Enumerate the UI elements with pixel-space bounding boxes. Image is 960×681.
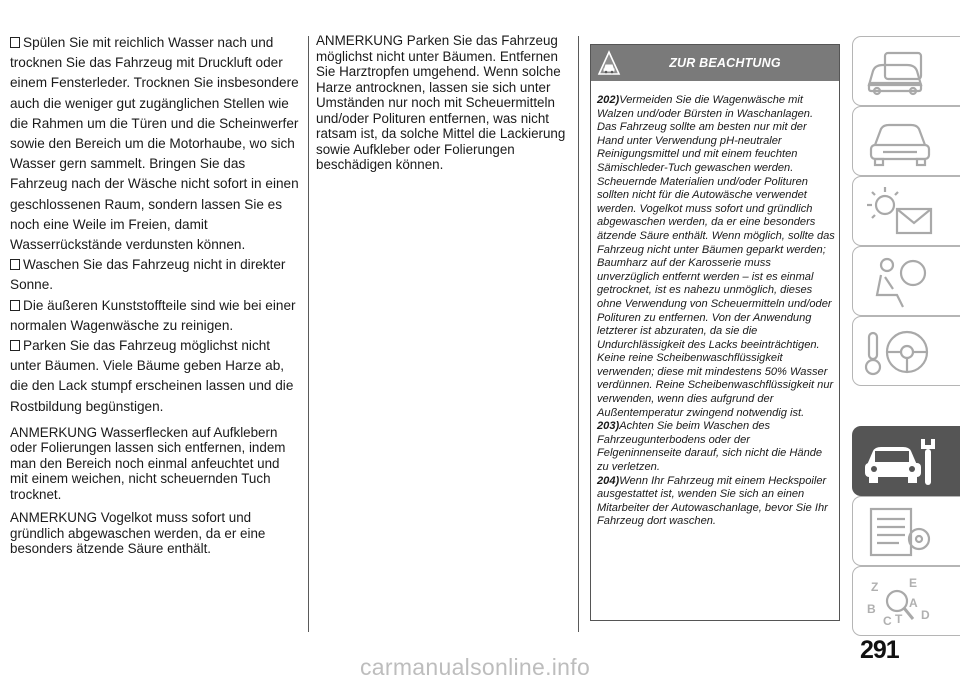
warning-header [591, 45, 839, 81]
warning-item: 204)Wenn Ihr Fahrzeug mit einem Heckspoiler ausgestattet ist, wenden Sie sich an einen Mitarbeiter der Autowaschanlage, bevor Sie Ihr Fahrzeug dort waschen. [597, 474, 828, 528]
bullet-paragraph: Waschen Sie das Fahrzeug nicht in direkter Sonne. [10, 257, 286, 293]
car-dashboard-icon [863, 45, 937, 99]
index-letter: A [909, 596, 918, 610]
note-paragraph: ANMERKUNG Vogelkot muss sofort und gründlich abgewaschen werden, da er eine besonders ätzende Säure enthält. [10, 510, 266, 557]
technical-data-list-icon [863, 505, 937, 559]
tab-warning-lights[interactable] [852, 176, 960, 246]
index-letter: D [921, 608, 930, 622]
tab-car-front[interactable] [852, 106, 960, 176]
tab-starting-driving[interactable] [852, 316, 960, 386]
column-divider [578, 36, 579, 632]
index-letter: E [909, 576, 918, 590]
car-wrench-icon [863, 435, 937, 489]
tab-index[interactable] [852, 566, 960, 636]
warning-panel [590, 44, 840, 621]
text-column-middle [316, 33, 566, 173]
warning-item: 203)Achten Sie beim Waschen des Fahrzeugunterbodens oder der Felgeninnenseite darauf, sich nicht die Hände zu verletzen. [597, 420, 823, 474]
warning-light-message-icon [863, 185, 937, 239]
alphabet-index-icon [863, 575, 937, 629]
tab-safety[interactable] [852, 246, 960, 316]
bullet-paragraph: Parken Sie das Fahrzeug möglichst nicht unter Bäumen. Viele Bäume geben Harze ab, die den Lack stumpf erscheinen lassen und die Rostbildung begünstigen. [10, 338, 294, 414]
watermark: carmanualsonline.info [360, 654, 591, 680]
text-column-left [10, 33, 300, 557]
bullet-square-icon [10, 37, 20, 48]
column-divider [308, 36, 309, 632]
index-letter: Z [871, 580, 879, 594]
index-letter: B [867, 602, 876, 616]
car-front-icon [863, 115, 937, 169]
bullet-paragraph: Spülen Sie mit reichlich Wasser nach und trocknen Sie das Fahrzeug mit Druckluft oder einem Fensterleder. Trocknen Sie insbesondere auch die weniger gut zugänglichen Stellen wie die Rahmen um die Türen und die Scheinwerfer sowie den Bereich um die Motorhaube, wo sich Wasser gern sammelt. Bringen Sie das Fahrzeug nach der Wäsche nicht sofort in einen geschlossenen Raum, sondern lassen Sie es noch eine Weile im Freien, damit Wasserrückstände verdunsten können. [10, 35, 299, 253]
warning-title: ZUR BEACHTUNG [669, 56, 781, 70]
index-letter: C [883, 614, 892, 628]
tab-technical-data[interactable] [852, 496, 960, 566]
bullet-square-icon [10, 340, 20, 351]
warning-item: 202)Vermeiden Sie die Wagenwäsche mit Walzen und/oder Bürsten in Waschanlagen. Das Fahrzeug sollte am besten nur mit der Hand unter Verwendung pH-neutraler Reinigungsmittel und mit einem feuchten Sämischleder-Tuch gewaschen werden. Scheuernde Materialien und/oder Polituren sollten nicht für die Autowäsche verwendet werden. Vogelkot muss sofort und gründlich abgewaschen werden, da er eine besonders ätzende Säure enthält. Wenn möglich, sollte das Fahrzeug nicht unter Bäumen geparkt werden; Baumharz auf der Karosserie muss unverzüglich entfernt werden – ist es einmal getrocknet, ist es nahezu unmöglich, dieses ohne Verwendung von Scheuermitteln und/oder Polituren zu entfernen. Von der Anwendung letzterer ist abzuraten, da sie die Undurchlässigkeit des Lacks beeinträchtigen. Keine reine Scheibenwaschflüssigkeit verwenden; diese mit mindestens 50% Wasser verdünnen. Reine Scheibenwaschflüssigkeit nur verwenden, wenn dies aufgrund der Außentemperatur zwingend notwendig ist. [597, 94, 835, 419]
bullet-square-icon [10, 300, 20, 311]
bullet-paragraph: Die äußeren Kunststoffteile sind wie bei einer normalen Wagenwäsche zu reinigen. [10, 297, 296, 333]
bullet-square-icon [10, 259, 20, 270]
warning-body [591, 81, 839, 529]
airbag-seat-icon [863, 255, 937, 309]
note-paragraph: ANMERKUNG Parken Sie das Fahrzeug möglichst nicht unter Bäumen. Entfernen Sie Harztropfen umgehend. Wenn solche Harze antrocknen, lassen sie sich unter Umständen nur noch mit Scheuermitteln und/oder Polituren entfernen, was nicht ratsam ist, da solche Mittel die Lackierung sowie Aufkleber oder Folierungen beschädigen können. [316, 33, 566, 172]
note-paragraph: ANMERKUNG Wasserflecken auf Aufklebern oder Folierungen lassen sich entfernen, indem man den Bereich noch einmal anfeuchtet und mit einem weichen, nicht scheuernden Tuch trocknet. [10, 424, 286, 502]
page-number: 291 [860, 636, 899, 664]
index-letter: T [895, 612, 903, 626]
tab-maintenance[interactable] [852, 426, 960, 496]
tab-dashboard[interactable] [852, 36, 960, 106]
key-steering-wheel-icon [863, 325, 937, 379]
